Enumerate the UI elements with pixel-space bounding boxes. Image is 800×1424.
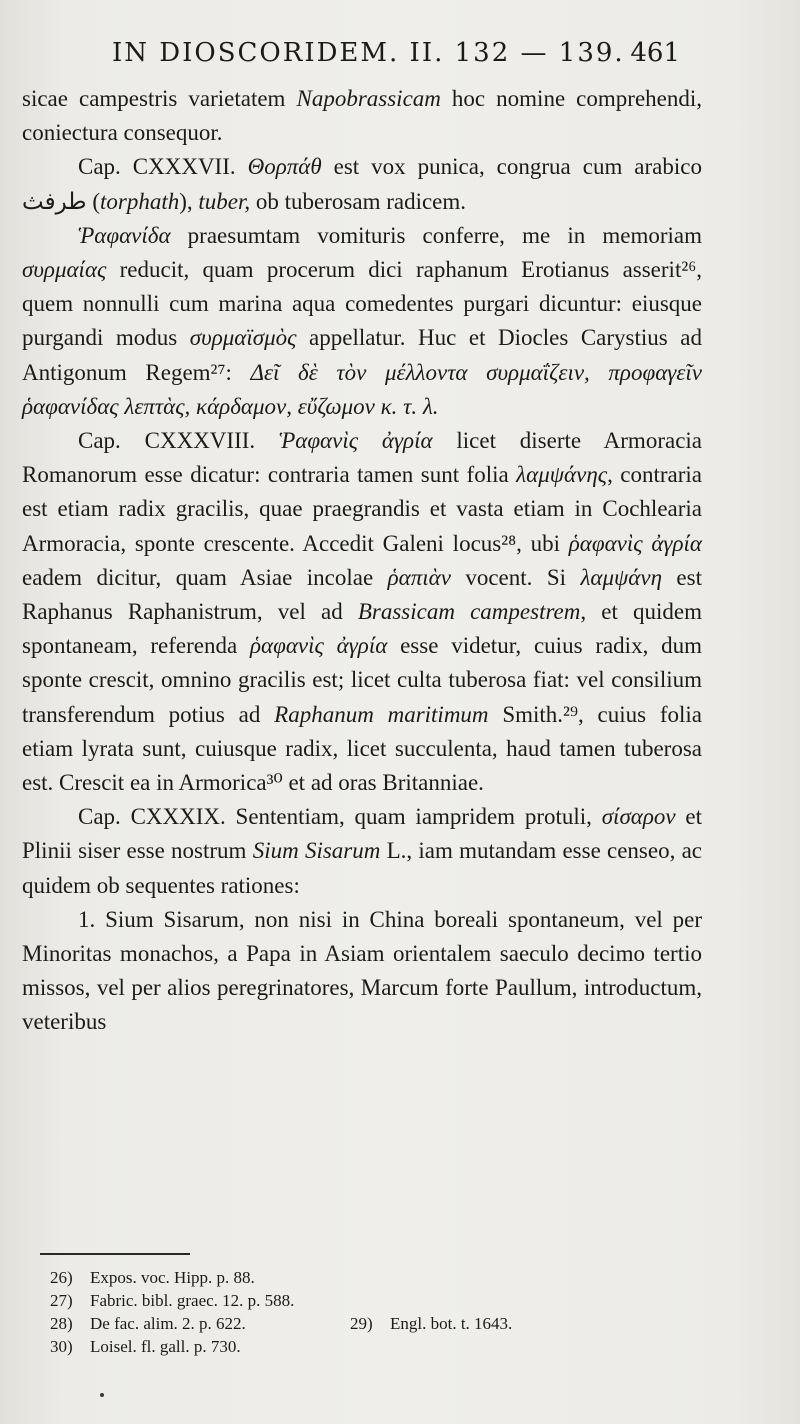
page-header [0, 30, 800, 80]
text-run: praesumtam vomituris conferre, me in memoriam [170, 222, 702, 248]
italic-term: Θορπάθ [247, 154, 322, 180]
footnote-mark: 27) [50, 1291, 73, 1310]
footnote-text: Engl. bot. t. 1643. [390, 1314, 513, 1333]
text-run: eadem dicitur, quam Asiae incolae [22, 564, 388, 590]
text-run: ob tuberosam radicem. [250, 188, 467, 214]
italic-term: λαμψάνης [516, 462, 608, 488]
text-run: Smith.²⁹, cuius folia etiam lyrata sunt, cuiusque radix, licet succulenta, haud tamen tuberosa est. Crescit ea in Armorica³⁰ et ad oras Britanniae. [22, 701, 702, 796]
text-run: et Plinii siser esse nostrum [22, 804, 703, 864]
italic-term: συρμαίας [22, 257, 107, 283]
footnote-27 [50, 1289, 700, 1312]
footnote-mark: 30) [50, 1337, 73, 1356]
running-head: IN DIOSCORIDEM. II. 132 — 139. [112, 38, 625, 68]
text-run: , contraria est etiam radix gracilis, quae praegrandis et vasta etiam in Cochlearia Armoracia, sponte crescente. Accedit Galeni locus²⁸, ubi [22, 462, 702, 556]
text-run: hoc nomine comprehendi, coniectura consequor. [22, 86, 702, 146]
italic-term: ῥαφανὶς ἀγρία [568, 530, 702, 556]
italic-term: Sium Sisarum [252, 838, 381, 864]
text-run: L., iam mutandam esse censeo, ac quidem ob sequentes rationes: [22, 838, 703, 898]
italic-term: Ῥαφανὶς ἀγρία [278, 428, 433, 454]
italic-term: Ῥαφανίδα [78, 222, 171, 248]
footnote-26 [50, 1266, 700, 1289]
text-run: appellatur. Huc et Diocles Carystius ad Antigonum Regem²⁷: [22, 325, 702, 385]
text-run: طرفث [22, 188, 87, 214]
paragraph-p5 [22, 800, 702, 903]
text-run: 1. Sium Sisarum, non nisi in China boreali spontaneum, vel per Minoritas monachos, a Papa in Asiam orientalem saeculo decimo tertio missos, vel per alios peregrinatores, Marcum forte Paullum, introductum, veteribus [22, 906, 702, 1035]
text-run: ( [86, 188, 100, 214]
text-run: , et quidem spontaneam, referenda [22, 599, 702, 659]
text-run: Cap. CXXXVIII. [78, 428, 279, 454]
text-run: est vox punica, congrua cum arabico [321, 154, 702, 180]
italic-term: ῥαπιὰν [387, 564, 451, 590]
footnote-mark: 28) [50, 1314, 73, 1333]
footnote-30 [50, 1335, 700, 1358]
italic-term: torphath [100, 188, 180, 214]
italic-term: Napobrassicam [296, 86, 441, 111]
italic-term: συρμαϊσμὸς [189, 325, 297, 351]
italic-term: tuber, [198, 188, 251, 214]
footnote-row-28-29 [50, 1312, 700, 1335]
text-run: reducit, quam procerum dici raphanum Erotianus asserit²⁶, quem nonnulli cum marina aqua comedentes purgari dicuntur: eiusque purgandi modus [22, 257, 702, 351]
footnote-29 [350, 1312, 650, 1335]
italic-term: Brassicam campestrem [357, 599, 581, 625]
footnotes [50, 1266, 700, 1358]
paragraph-p2 [22, 150, 702, 218]
paragraph-p3 [22, 219, 702, 424]
paragraph-p6 [22, 903, 702, 1040]
body-text [22, 82, 702, 1040]
footnote-mark: 29) [350, 1314, 373, 1333]
text-run: est Raphanus Raphanistrum, vel ad [22, 564, 702, 625]
paragraph-p1 [22, 82, 702, 150]
italic-term: Raphanum maritimum [274, 701, 489, 727]
footnote-divider [40, 1253, 190, 1255]
footnote-text: Fabric. bibl. graec. 12. p. 588. [90, 1291, 295, 1310]
paragraph-p4 [22, 424, 702, 800]
text-run: ), [179, 188, 199, 214]
text-run: vocent. Si [450, 564, 581, 590]
italic-term: ῥαφανὶς ἀγρία [250, 633, 388, 659]
italic-term: σίσαρον [601, 804, 676, 830]
text-run: Cap. CXXXIX. Sententiam, quam iampridem protuli, [78, 804, 602, 830]
italic-term: λαμψάνη [580, 564, 662, 590]
page-number: 461 [630, 38, 680, 68]
text-run: esse videtur, cuius radix, dum sponte crescit, omnino gracilis est; licet culta tuberosa fiat: vel consilium transferendum potius ad [22, 633, 703, 727]
footnote-text: De fac. alim. 2. p. 622. [90, 1314, 246, 1333]
text-run: sicae campestris varietatem [22, 86, 297, 111]
text-run: Cap. CXXXVII. [78, 154, 248, 180]
text-run: licet diserte Armoracia Romanorum esse dicatur: contraria tamen sunt folia [22, 428, 702, 488]
footnote-text: Expos. voc. Hipp. p. 88. [90, 1268, 255, 1287]
footnote-28 [50, 1312, 350, 1335]
footnote-mark: 26) [50, 1268, 73, 1287]
footnote-text: Loisel. fl. gall. p. 730. [90, 1337, 241, 1356]
italic-term: Δεῖ δὲ τὸν μέλλοντα συρμαΐζειν, προφαγεῖν ῥαφανίδας λεπτὰς, κάρδαμον, εὔζωμον κ. τ. λ. [22, 359, 702, 419]
print-speck [100, 1393, 104, 1397]
